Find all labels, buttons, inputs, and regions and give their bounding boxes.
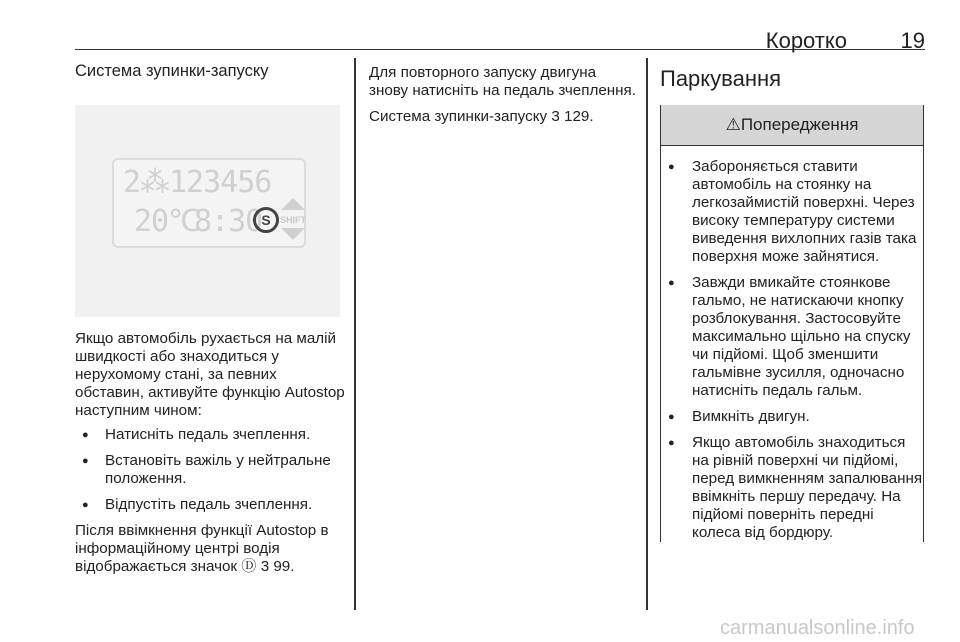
list-item: ● Встановіть важіль у нейтральне положення. (75, 452, 345, 488)
restart-paragraph: Для повторного запуску двигуна знову натисніть на педаль зчеплення. (369, 64, 636, 99)
warning-list (661, 158, 923, 542)
list-item: ● Відпустіть педаль зчеплення. (75, 496, 345, 514)
display-temperature: 20℃ (134, 204, 201, 239)
column-right (660, 64, 924, 550)
bullet-list (75, 426, 345, 514)
autostop-icon: S (253, 207, 279, 233)
section-title-parking: Паркування (660, 66, 782, 91)
column-left (75, 60, 345, 576)
warning-header: ⚠Попередження (661, 105, 923, 146)
list-item: ● Забороняється ставити автомобіль на стоянку на легкозаймистій поверхні. Через високу температуру системи виведення вихлопних газів така поверхня може зайнятися. (661, 158, 923, 266)
warning-box (660, 105, 924, 542)
page-number: 19 (900, 28, 925, 53)
display-screen (112, 158, 306, 248)
display-time: 8:30 (194, 204, 263, 239)
shift-label: SHIFT (280, 215, 306, 225)
intro-paragraph: Якщо автомобіль рухається на малій швидкості або знаходиться у нерухомому стані, за певних обставин, активуйте функцію Autostop наступним чином: (75, 330, 345, 419)
column-divider-right (646, 58, 648, 610)
display-gear-indicator: 2⁂ (123, 165, 170, 200)
column-divider-left (354, 58, 356, 610)
page-title: Коротко (765, 28, 847, 53)
list-item: ● Вимкніть двигун. (661, 408, 923, 426)
display-illustration (75, 105, 340, 317)
reference-paragraph: Система зупинки-запуску 3 129. (369, 108, 594, 125)
display-odometer: 123456 (169, 165, 272, 200)
column-middle (369, 64, 639, 126)
watermark: carmanualsonline.info (720, 617, 915, 639)
shift-arrows-icon (278, 196, 308, 242)
list-item: ● Завжди вмикайте стоянкове гальмо, не натискаючи кнопку розблокування. Застосовуйте максимально щільно на спуску чи підйомі. Щоб зменшити гальмівне зусилля, одночасно натисніть педаль гальм. (661, 274, 923, 400)
page-header (75, 0, 925, 53)
list-item: ● Натисніть педаль зчеплення. (75, 426, 345, 444)
after-paragraph: Після ввімкнення функції Autostop в інформаційному центрі водія відображається значок Ⓓ 3 99. (75, 522, 329, 575)
section-title-stop-start: Система зупинки-запуску (75, 62, 269, 80)
list-item: ● Якщо автомобіль знаходиться на рівній поверхні чи підйомі, перед вимкненням запалювання ввімкніть першу передачу. На підйомі поверніть передні колеса від бордюру. (661, 434, 923, 542)
